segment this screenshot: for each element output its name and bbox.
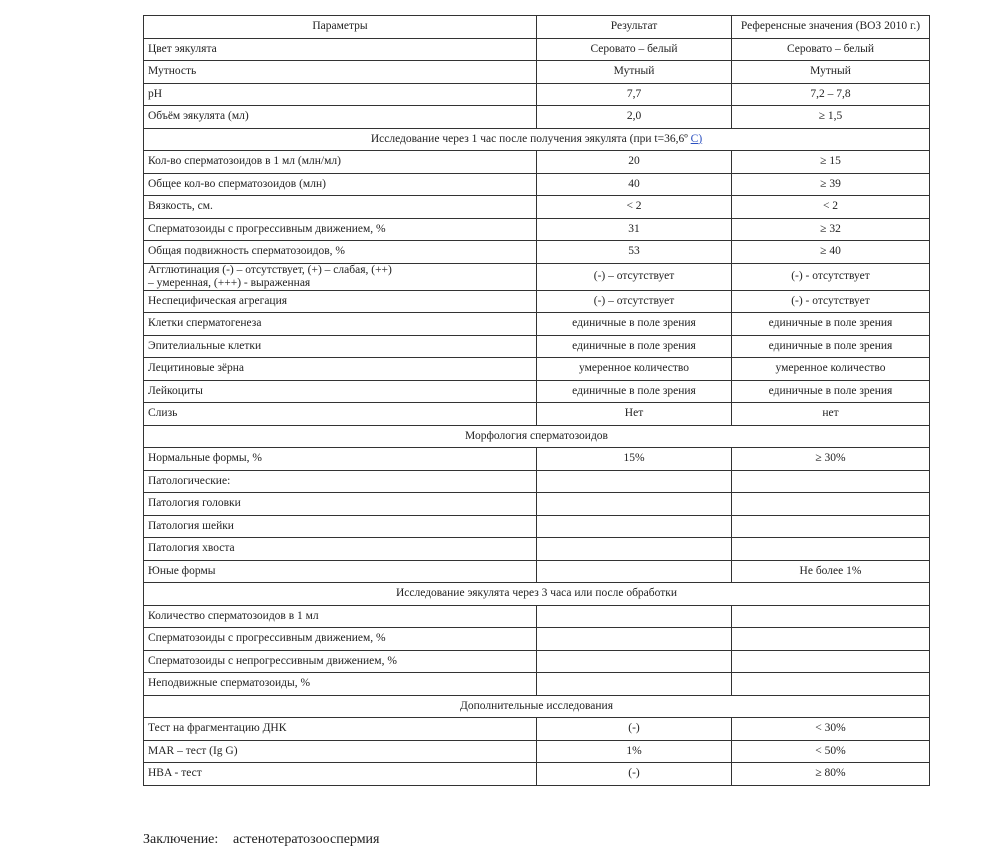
result-cell: 31 xyxy=(537,218,732,241)
semen-analysis-table xyxy=(143,15,930,786)
reference-cell: < 50% xyxy=(732,740,930,763)
result-cell: 40 xyxy=(537,173,732,196)
reference-cell: умеренное количество xyxy=(732,358,930,381)
table-row xyxy=(144,740,930,763)
param-cell: Вязкость, см. xyxy=(144,196,537,219)
result-cell: Мутный xyxy=(537,61,732,84)
reference-cell: (-) - отсутствует xyxy=(732,290,930,313)
section-title-1hour xyxy=(144,128,930,151)
param-cell: Неподвижные сперматозоиды, % xyxy=(144,673,537,696)
result-cell: единичные в поле зрения xyxy=(537,313,732,336)
reference-cell: единичные в поле зрения xyxy=(732,380,930,403)
table-row-agglutination xyxy=(144,263,930,290)
result-cell: единичные в поле зрения xyxy=(537,335,732,358)
result-cell xyxy=(537,470,732,493)
header-reference: Референсные значения (ВОЗ 2010 г.) xyxy=(732,16,930,39)
table-row xyxy=(144,605,930,628)
result-cell: (-) – отсутствует xyxy=(537,290,732,313)
header-row xyxy=(144,16,930,39)
reference-cell xyxy=(732,515,930,538)
reference-cell: < 2 xyxy=(732,196,930,219)
table-row xyxy=(144,718,930,741)
param-cell: Мутность xyxy=(144,61,537,84)
table-row xyxy=(144,151,930,174)
reference-cell xyxy=(732,650,930,673)
result-cell xyxy=(537,605,732,628)
table-row xyxy=(144,218,930,241)
param-cell: Патология хвоста xyxy=(144,538,537,561)
reference-cell: единичные в поле зрения xyxy=(732,313,930,336)
reference-cell: Не более 1% xyxy=(732,560,930,583)
table-row xyxy=(144,106,930,129)
reference-cell: ≥ 15 xyxy=(732,151,930,174)
section-row xyxy=(144,425,930,448)
header-parameters: Параметры xyxy=(144,16,537,39)
param-cell: Нормальные формы, % xyxy=(144,448,537,471)
section-title-additional: Дополнительные исследования xyxy=(144,695,930,718)
result-cell: (-) xyxy=(537,763,732,786)
param-cell: Объём эякулята (мл) xyxy=(144,106,537,129)
table-row xyxy=(144,650,930,673)
result-cell: 7,7 xyxy=(537,83,732,106)
section-row xyxy=(144,583,930,606)
param-line: Агглютинация (-) – отсутствует, (+) – слабая, (++) xyxy=(148,263,392,276)
reference-cell: Серовато – белый xyxy=(732,38,930,61)
reference-cell: Мутный xyxy=(732,61,930,84)
result-cell xyxy=(537,650,732,673)
section-title-3hours: Исследование эякулята через 3 часа или после обработки xyxy=(144,583,930,606)
param-cell: Лецитиновые зёрна xyxy=(144,358,537,381)
table-row xyxy=(144,61,930,84)
table-row xyxy=(144,173,930,196)
reference-cell xyxy=(732,493,930,516)
conclusion-value: астенотератозооспермия xyxy=(233,832,380,847)
table-row xyxy=(144,560,930,583)
reference-cell: ≥ 30% xyxy=(732,448,930,471)
reference-cell: ≥ 1,5 xyxy=(732,106,930,129)
reference-cell xyxy=(732,605,930,628)
reference-cell: нет xyxy=(732,403,930,426)
reference-cell: ≥ 39 xyxy=(732,173,930,196)
conclusion-label: Заключение: xyxy=(143,832,219,847)
reference-cell: 7,2 – 7,8 xyxy=(732,83,930,106)
param-cell: MAR – тест (Ig G) xyxy=(144,740,537,763)
param-cell: Сперматозоиды с непрогрессивным движением, % xyxy=(144,650,537,673)
table-row xyxy=(144,673,930,696)
table-row xyxy=(144,763,930,786)
param-cell: HBA - тест xyxy=(144,763,537,786)
param-cell: Цвет эякулята xyxy=(144,38,537,61)
table-row xyxy=(144,470,930,493)
table-row xyxy=(144,628,930,651)
param-cell: Патология шейки xyxy=(144,515,537,538)
param-cell: Сперматозоиды с прогрессивным движением, % xyxy=(144,628,537,651)
reference-cell xyxy=(732,673,930,696)
celsius-link[interactable]: С) xyxy=(690,132,703,145)
result-cell: < 2 xyxy=(537,196,732,219)
result-cell xyxy=(537,560,732,583)
param-cell xyxy=(144,263,537,290)
param-cell: pH xyxy=(144,83,537,106)
section-row xyxy=(144,128,930,151)
result-cell: единичные в поле зрения xyxy=(537,380,732,403)
result-cell: 20 xyxy=(537,151,732,174)
section-title-morphology: Морфология сперматозоидов xyxy=(144,425,930,448)
result-cell xyxy=(537,515,732,538)
table-row xyxy=(144,538,930,561)
table-row xyxy=(144,335,930,358)
param-cell: Лейкоциты xyxy=(144,380,537,403)
result-cell: умеренное количество xyxy=(537,358,732,381)
result-cell: (-) – отсутствует xyxy=(537,263,732,290)
table-row xyxy=(144,241,930,264)
result-cell: Нет xyxy=(537,403,732,426)
param-cell: Количество сперматозоидов в 1 мл xyxy=(144,605,537,628)
result-cell: (-) xyxy=(537,718,732,741)
table-row xyxy=(144,83,930,106)
section-row xyxy=(144,695,930,718)
param-cell: Патология головки xyxy=(144,493,537,516)
result-cell: 53 xyxy=(537,241,732,264)
param-cell: Клетки сперматогенеза xyxy=(144,313,537,336)
param-line: – умеренная, (+++) - выраженная xyxy=(148,276,311,289)
param-cell: Тест на фрагментацию ДНК xyxy=(144,718,537,741)
table-row xyxy=(144,358,930,381)
result-cell: Серовато – белый xyxy=(537,38,732,61)
param-cell: Слизь xyxy=(144,403,537,426)
table-row xyxy=(144,38,930,61)
param-cell: Эпителиальные клетки xyxy=(144,335,537,358)
param-cell: Общая подвижность сперматозоидов, % xyxy=(144,241,537,264)
param-cell: Кол-во сперматозоидов в 1 мл (млн/мл) xyxy=(144,151,537,174)
param-cell: Сперматозоиды с прогрессивным движением, % xyxy=(144,218,537,241)
table-row xyxy=(144,196,930,219)
table-row xyxy=(144,290,930,313)
reference-cell xyxy=(732,628,930,651)
header-result: Результат xyxy=(537,16,732,39)
conclusion xyxy=(143,832,379,848)
result-cell xyxy=(537,628,732,651)
result-cell xyxy=(537,538,732,561)
reference-cell xyxy=(732,470,930,493)
reference-cell: единичные в поле зрения xyxy=(732,335,930,358)
param-cell: Юные формы xyxy=(144,560,537,583)
result-cell xyxy=(537,493,732,516)
table-row xyxy=(144,380,930,403)
reference-cell: < 30% xyxy=(732,718,930,741)
result-cell: 2,0 xyxy=(537,106,732,129)
table-row xyxy=(144,313,930,336)
param-cell: Общее кол-во сперматозоидов (млн) xyxy=(144,173,537,196)
section-title-text: Исследование через 1 час после получения эякулята (при t=36,6º xyxy=(370,132,691,145)
table-row xyxy=(144,493,930,516)
reference-cell: ≥ 32 xyxy=(732,218,930,241)
result-cell: 1% xyxy=(537,740,732,763)
table-row xyxy=(144,403,930,426)
reference-cell: ≥ 40 xyxy=(732,241,930,264)
param-cell: Неспецифическая агрегация xyxy=(144,290,537,313)
result-cell xyxy=(537,673,732,696)
reference-cell xyxy=(732,538,930,561)
table-row xyxy=(144,515,930,538)
result-cell: 15% xyxy=(537,448,732,471)
table-row xyxy=(144,448,930,471)
param-cell: Патологические: xyxy=(144,470,537,493)
reference-cell: ≥ 80% xyxy=(732,763,930,786)
reference-cell: (-) - отсутствует xyxy=(732,263,930,290)
